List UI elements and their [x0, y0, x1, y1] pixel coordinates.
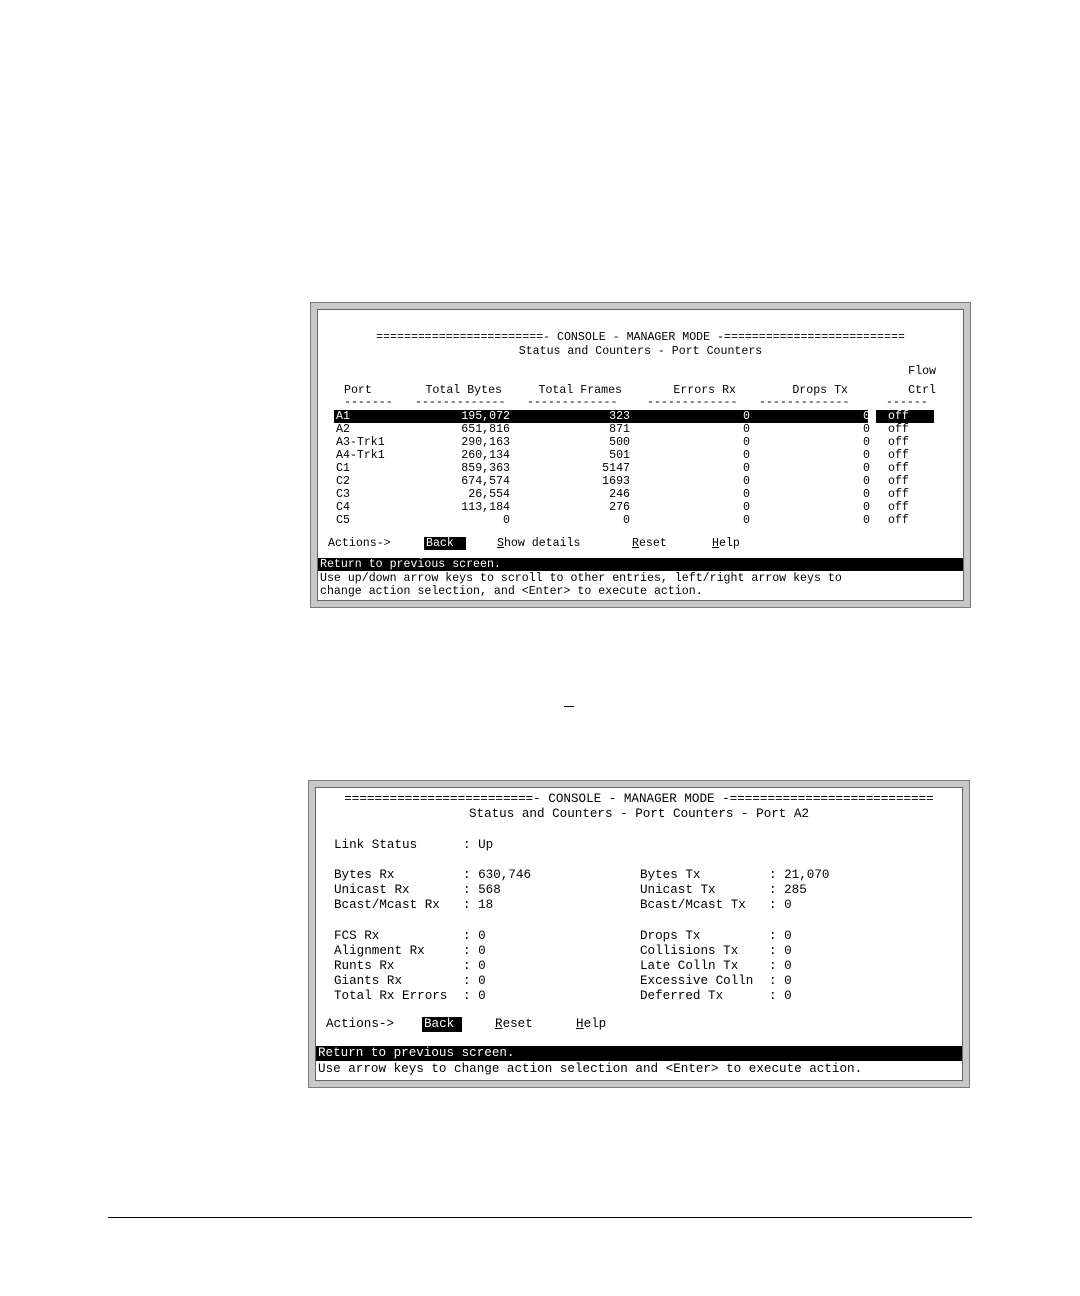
cell-errors-rx: 0 — [743, 462, 750, 475]
rx-stat-value: : 0 — [463, 959, 486, 973]
cell-drops-tx: 0 — [863, 501, 870, 514]
console-banner: =========================- CONSOLE - MANAGER MODE -=========================== — [344, 792, 934, 806]
cell-port: C2 — [336, 475, 350, 488]
cell-drops-tx: 0 — [863, 462, 870, 475]
show-details-label: how details — [503, 537, 581, 550]
col-header-flow-2: Ctrl — [908, 384, 936, 397]
table-row[interactable] — [318, 514, 963, 527]
tx-stat-label: Deferred Tx — [640, 989, 724, 1003]
link-status-label: Link Status — [334, 838, 418, 852]
col-divider: ------ — [886, 396, 928, 409]
rx-stat-value: : 0 — [463, 944, 486, 958]
underline-mark — [564, 706, 574, 707]
rx-stat-value: : 568 — [463, 883, 501, 897]
cell-port: C3 — [336, 488, 350, 501]
help-hotkey: H — [576, 1017, 584, 1031]
cell-total-bytes: 290,163 — [461, 436, 510, 449]
cell-total-bytes: 26,554 — [468, 488, 510, 501]
help-button[interactable] — [576, 1017, 606, 1032]
tx-stat-value: : 0 — [769, 959, 792, 973]
rx-stat-label: Total Rx Errors — [334, 989, 448, 1003]
help-label: elp — [583, 1017, 607, 1031]
tx-stat-value: : 0 — [769, 929, 792, 943]
cell-port: A1 — [336, 410, 350, 423]
cell-total-bytes: 674,574 — [461, 475, 510, 488]
table-row[interactable] — [318, 449, 963, 462]
rx-stat-value: : 0 — [463, 989, 486, 1003]
tx-stat-value: : 0 — [769, 989, 792, 1003]
cell-flow-ctrl: off — [888, 423, 909, 436]
cell-drops-tx: 0 — [863, 514, 870, 527]
tx-stat-label: Late Colln Tx — [640, 959, 739, 973]
rx-stat-value: : 18 — [463, 898, 494, 912]
table-row[interactable] — [318, 462, 963, 475]
cell-port: A2 — [336, 423, 350, 436]
cell-port: C4 — [336, 501, 350, 514]
cell-drops-tx: 0 — [863, 488, 870, 501]
cell-flow-ctrl: off — [888, 514, 909, 527]
col-divider: ------------- — [759, 396, 850, 409]
tx-stat-label: Excessive Colln — [640, 974, 754, 988]
actions-label: Actions-> — [326, 1017, 395, 1031]
table-row[interactable] — [318, 410, 963, 423]
page-title: Status and Counters - Port Counters - Port A2 — [468, 807, 810, 821]
rx-stat-label: Runts Rx — [334, 959, 395, 973]
help-hint-line-2: change action selection, and <Enter> to execute action. — [320, 585, 703, 598]
table-row[interactable] — [318, 475, 963, 488]
col-header-total-frames: Total Frames — [538, 384, 622, 397]
reset-label: eset — [502, 1017, 533, 1031]
cell-total-frames: 500 — [609, 436, 630, 449]
cell-errors-rx: 0 — [743, 410, 750, 423]
status-message: Return to previous screen. — [318, 1046, 515, 1060]
help-hint-line-1: Use up/down arrow keys to scroll to other entries, left/right arrow keys to — [320, 572, 842, 585]
rx-stat-label: Unicast Rx — [334, 883, 410, 897]
tx-stat-value: : 0 — [769, 974, 792, 988]
reset-button[interactable] — [632, 537, 667, 550]
page-divider — [108, 1217, 972, 1218]
cell-port: C5 — [336, 514, 350, 527]
rx-stat-value: : 0 — [463, 974, 486, 988]
cell-errors-rx: 0 — [743, 423, 750, 436]
rx-stat-label: Alignment Rx — [334, 944, 425, 958]
table-row[interactable] — [318, 488, 963, 501]
table-row[interactable] — [318, 436, 963, 449]
reset-label: eset — [638, 537, 667, 550]
console-banner: ========================- CONSOLE - MANAGER MODE -========================== — [376, 331, 905, 344]
status-bar — [316, 1046, 962, 1061]
cell-total-bytes: 859,363 — [461, 462, 510, 475]
help-hotkey: H — [712, 537, 719, 550]
col-header-flow-1: Flow — [908, 365, 936, 378]
col-header-drops-tx: Drops Tx — [792, 384, 848, 397]
port-detail-window — [308, 780, 970, 1088]
tx-stat-label: Collisions Tx — [640, 944, 739, 958]
cell-total-frames: 323 — [609, 410, 630, 423]
help-button[interactable] — [712, 537, 740, 550]
link-status-value: : Up — [463, 838, 494, 852]
help-hint: Use arrow keys to change action selection and <Enter> to execute action. — [318, 1062, 863, 1076]
status-message: Return to previous screen. — [320, 558, 501, 571]
rx-stat-label: Giants Rx — [334, 974, 403, 988]
port-counters-console — [317, 309, 964, 601]
back-button[interactable]: Back — [424, 537, 466, 550]
table-row[interactable] — [318, 501, 963, 514]
rx-stat-label: FCS Rx — [334, 929, 380, 943]
rx-stat-value: : 0 — [463, 929, 486, 943]
reset-button[interactable] — [495, 1017, 533, 1032]
cell-port: A4-Trk1 — [336, 449, 385, 462]
cell-errors-rx: 0 — [743, 475, 750, 488]
cell-errors-rx: 0 — [743, 449, 750, 462]
tx-stat-value: : 0 — [769, 898, 792, 912]
cell-drops-tx: 0 — [863, 475, 870, 488]
cell-errors-rx: 0 — [743, 514, 750, 527]
col-divider: ------------- — [527, 396, 618, 409]
col-divider: ------------- — [647, 396, 738, 409]
tx-stat-label: Drops Tx — [640, 929, 701, 943]
cell-total-frames: 5147 — [602, 462, 630, 475]
show-details-hotkey: S — [497, 537, 504, 550]
show-details-button[interactable] — [497, 537, 581, 550]
cell-total-frames: 871 — [609, 423, 630, 436]
cell-total-frames: 1693 — [602, 475, 630, 488]
cell-flow-ctrl: off — [888, 462, 909, 475]
cell-total-frames: 276 — [609, 501, 630, 514]
back-button[interactable]: Back — [422, 1017, 462, 1032]
cell-flow-ctrl: off — [888, 410, 909, 423]
cell-total-bytes: 113,184 — [461, 501, 510, 514]
tx-stat-label: Bytes Tx — [640, 868, 701, 882]
rx-stat-label: Bcast/Mcast Rx — [334, 898, 440, 912]
col-header-port: Port — [344, 384, 372, 397]
cell-total-frames: 501 — [609, 449, 630, 462]
help-label: elp — [718, 537, 740, 550]
status-bar — [318, 558, 963, 571]
cell-total-bytes: 651,816 — [461, 423, 510, 436]
rx-stat-value: : 630,746 — [463, 868, 532, 882]
cell-total-frames: 0 — [623, 514, 630, 527]
cell-errors-rx: 0 — [743, 488, 750, 501]
col-divider: ------- — [344, 396, 393, 409]
col-divider: ------------- — [415, 396, 506, 409]
col-header-errors-rx: Errors Rx — [673, 384, 736, 397]
actions-label: Actions-> — [328, 537, 391, 550]
cell-total-bytes: 260,134 — [461, 449, 510, 462]
tx-stat-value: : 285 — [769, 883, 807, 897]
cell-errors-rx: 0 — [743, 501, 750, 514]
cell-flow-ctrl: off — [888, 436, 909, 449]
tx-stat-label: Bcast/Mcast Tx — [640, 898, 746, 912]
cell-total-bytes: 0 — [503, 514, 510, 527]
tx-stat-value: : 21,070 — [769, 868, 830, 882]
cell-drops-tx: 0 — [863, 410, 870, 423]
cell-drops-tx: 0 — [863, 423, 870, 436]
tx-stat-label: Unicast Tx — [640, 883, 716, 897]
cell-port: A3-Trk1 — [336, 436, 385, 449]
table-row[interactable] — [318, 423, 963, 436]
cell-total-bytes: 195,072 — [461, 410, 510, 423]
page-title: Status and Counters - Port Counters — [518, 345, 763, 358]
port-counters-window — [310, 302, 971, 608]
reset-hotkey: R — [495, 1017, 503, 1031]
port-detail-console — [315, 787, 963, 1081]
cell-flow-ctrl: off — [888, 475, 909, 488]
cell-drops-tx: 0 — [863, 449, 870, 462]
cell-flow-ctrl: off — [888, 501, 909, 514]
cell-flow-ctrl: off — [888, 488, 909, 501]
rx-stat-label: Bytes Rx — [334, 868, 395, 882]
reset-hotkey: R — [632, 537, 639, 550]
cell-drops-tx: 0 — [863, 436, 870, 449]
cell-errors-rx: 0 — [743, 436, 750, 449]
cell-total-frames: 246 — [609, 488, 630, 501]
cell-flow-ctrl: off — [888, 449, 909, 462]
tx-stat-value: : 0 — [769, 944, 792, 958]
cell-port: C1 — [336, 462, 350, 475]
col-header-total-bytes: Total Bytes — [425, 384, 502, 397]
